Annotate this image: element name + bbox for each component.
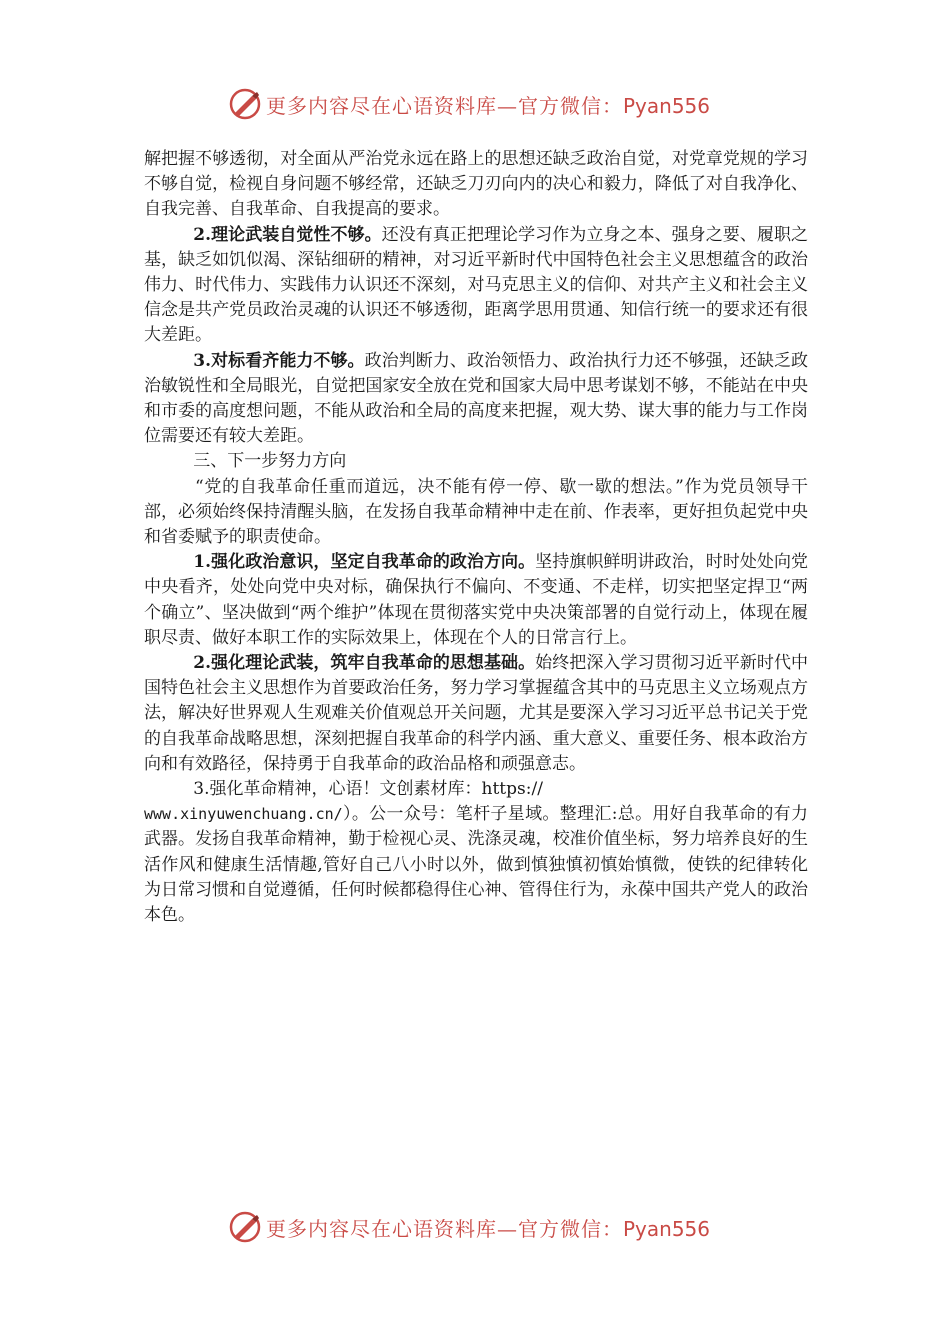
paragraph-0: 解把握不够透彻，对全面从严治党永远在路上的思想还缺乏政治自觉，对党章党规的学习不够自觉，检视自身问题不够经常，还缺乏刀刃向内的决心和毅力，降低了对自我净化、自我完善、自我革命、自我提高的要求。 xyxy=(144,149,808,220)
paragraph-political-title: 1.强化政治意识，坚定自我革命的政治方向。 xyxy=(193,552,536,573)
paragraph-political-text: 坚持旗帜鲜明讲政治，时时处处向党中央看齐，处处向党中央对标，确保执行不偏向、不变通、不走样，切实把坚定捍卫“两个确立”、坚决做到“两个维护”体现在贯彻落实党中央决策部署的自觉行动上，体现在履职尽责、做好本职工作的实际效果上，体现在个人的日常言行上。 xyxy=(144,552,809,648)
paragraph-political xyxy=(144,550,808,651)
paragraph-alignment xyxy=(144,349,808,450)
section-heading: 三、下一步努力方向 xyxy=(193,451,347,472)
header-watermark-banner xyxy=(0,85,950,125)
paragraph-alignment-title: 3.对标看齐能力不够。 xyxy=(193,350,365,371)
paragraph-ideology-text: 始终把深入学习贯彻习近平新时代中国特色社会主义思想作为首要政治任务，努力学习掌握蕴含其中的马克思主义立场观点方法，解决好世界观人生观难关价值观总开关问题，尤其是要深入学习习近平总书记关于党的自我革命战略思想，深刻把握自我革命的科学内涵、重大意义、重要任务、根本政治方向和有效路径，保持勇于自我革命的政治品格和顽强意志。 xyxy=(144,653,809,774)
paragraph-theory xyxy=(144,223,808,349)
footer-watermark-banner xyxy=(0,1208,950,1248)
pen-logo-icon xyxy=(228,1210,262,1244)
paragraph-spirit-lead: 3.强化革命精神，心语！文创素材库：https:// xyxy=(193,779,543,800)
paragraph-quote: “党的自我革命任重而道远，决不能有停一停、歇一歇的想法。”作为党员领导干部，必须始终保持清醒头脑，在发扬自我革命精神中走在前、作表率，更好担负起党中央和省委赋予的职责使命。 xyxy=(144,476,808,548)
paragraph-ideology-title: 2.强化理论武装，筑牢自我革命的思想基础。 xyxy=(193,653,536,674)
paragraph-spirit xyxy=(144,802,808,928)
document-body xyxy=(144,147,808,928)
paragraph-theory-title: 2.理论武装自觉性不够。 xyxy=(193,224,382,245)
pen-logo-icon xyxy=(228,87,262,121)
wechat-id: Pyan556 xyxy=(623,1217,711,1241)
paragraph-alignment-text: 政治判断力、政治领悟力、政治执行力还不够强，还缺乏政治敏锐性和全局眼光，自觉把国家安全放在党和国家大局中思考谋划不够，不能站在中央和市委的高度想问题，不能从政治和全局的高度来把握，观大势、谋大事的能力与工作岗位需要还有较大差距。 xyxy=(144,350,809,447)
paragraph-spirit-text: ）。公一众号：笔杆子星域。整理汇:总。用好自我革命的有力武器。发扬自我革命精神，勤于检视心灵、洗涤灵魂，校准价值坐标，努力培养良好的生活作风和健康生活情趣,管好自己八小时以外，做到慎独慎初慎始慎微，使铁的纪律转化为日常习惯和自觉遵循，任何时候都稳得住心神、管得住行为，永葆中国共产党人的政治本色。 xyxy=(144,804,808,926)
paragraph-ideology xyxy=(144,651,808,777)
wechat-id: Pyan556 xyxy=(623,94,711,118)
website-url: www.xinyuwenchuang.cn/ xyxy=(144,805,343,824)
banner-text: 更多内容尽在心语资料库—官方微信：Pyan556 xyxy=(266,1217,711,1241)
banner-text: 更多内容尽在心语资料库—官方微信：Pyan556 xyxy=(266,94,711,118)
paragraph-theory-text: 还没有真正把理论学习作为立身之本、强身之要、履职之基，缺乏如饥似渴、深钻细研的精神，对习近平新时代中国特色社会主义思想蕴含的政治伟力、时代伟力、实践伟力认识还不深刻，对马克思主义的信仰、对共产主义和社会主义信念是共产党员政治灵魂的认识还不够透彻，距离学思用贯通、知信行统一的要求还有很大差距。 xyxy=(144,224,809,346)
